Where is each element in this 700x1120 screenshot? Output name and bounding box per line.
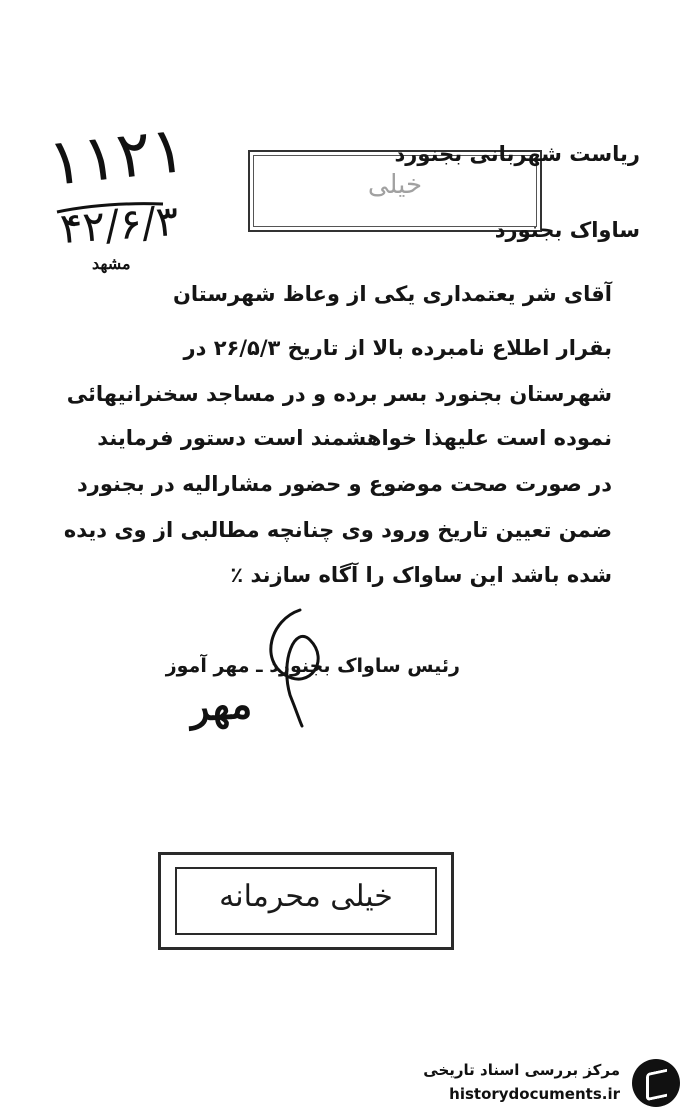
handwritten-date: ۴۲/۶/۳: [58, 195, 181, 254]
body-line-6: ضمن تعیین تاریخ ورود وی چنانچه مطالبی از وی دیده: [63, 518, 612, 542]
footer-watermark: [400, 1055, 680, 1115]
bottom-stamp-inner-frame: [175, 867, 437, 935]
body-line-5: در صورت صحت موضوع و حضور مشارالیه در بجنورد: [77, 472, 612, 496]
body-line-4: نموده است علیهذا خواهشمند است دستور فرمایند: [97, 426, 612, 450]
archive-logo-icon: [632, 1059, 680, 1107]
footer-title: مرکز بررسی اسناد تاریخی: [423, 1061, 620, 1079]
bottom-stamp-text: خیلی محرمانه: [219, 879, 393, 914]
footer-url: historydocuments.ir: [449, 1085, 620, 1103]
handwritten-signature: مهر: [188, 680, 254, 731]
body-line-3: شهرستان بجنورد بسر برده و در مساجد سخنرانیهائی: [66, 382, 612, 406]
handwritten-city: مشهد: [92, 254, 131, 273]
bottom-stamp: [158, 852, 454, 950]
body-line-1: آقای شر یعتمداری یکی از وعاظ شهرستان: [172, 282, 612, 306]
signature-line: رئیس ساواک بجنورد ـ مهر آموز: [165, 655, 460, 677]
recipient-line-2: ساواک بجنورد: [494, 218, 640, 242]
body-line-2: بقرار اطلاع نامبرده بالا از تاریخ ۲۶/۵/۳ در: [183, 336, 612, 360]
recipient-line-1: ریاست شهربانی بجنورد: [394, 142, 640, 166]
top-stamp-text: خیلی: [367, 170, 423, 200]
body-line-7: شده باشد این ساواک را آگاه سازند ٪: [230, 563, 612, 587]
handwritten-number: ۱۱۲۱: [44, 113, 189, 201]
